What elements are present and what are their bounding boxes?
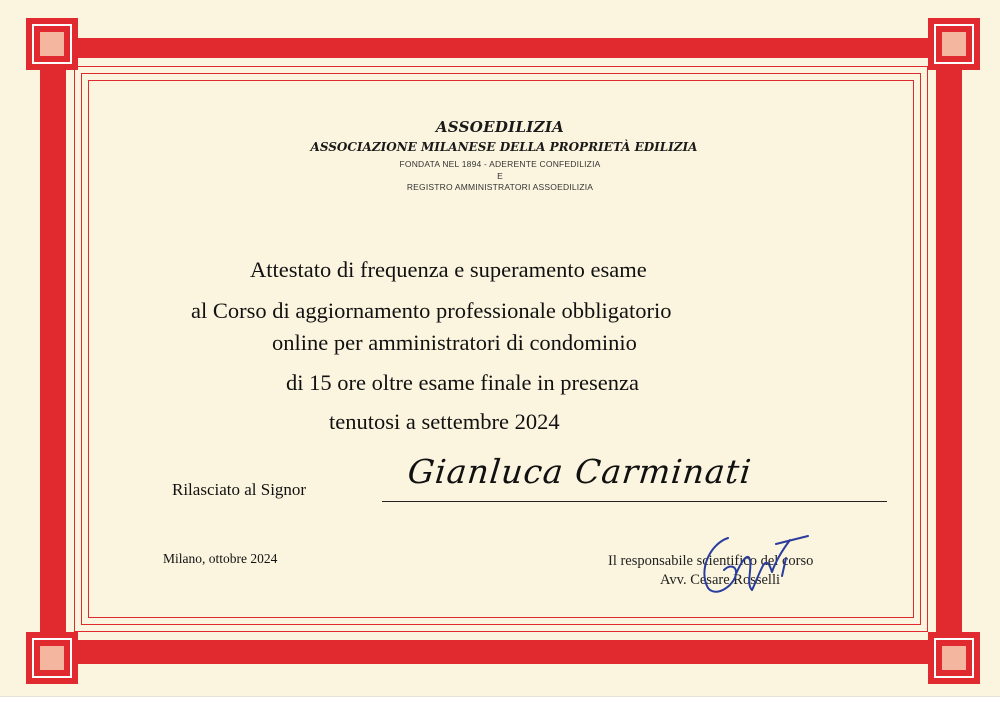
place-and-date: Milano, ottobre 2024 (163, 551, 278, 566)
corner-ornament-bottom-left (26, 632, 78, 684)
course-date: tenutosi a settembre 2024 (329, 409, 560, 434)
course-description-line-2: online per amministratori di condominio (272, 330, 637, 355)
corner-ornament-bottom-right (928, 632, 980, 684)
organization-full-name: ASSOCIAZIONE MILANESE DELLA PROPRIETÀ EDILIZIA (310, 140, 698, 154)
corner-ornament-top-right (928, 18, 980, 70)
course-description-line-1: al Corso di aggiornamento professionale obbligatorio (191, 298, 672, 323)
organization-name: ASSOEDILIZIA (435, 118, 565, 136)
responsible-title: Il responsabile scientifico del corso (608, 553, 814, 569)
issued-to-label: Rilasciato al Signor (172, 480, 307, 499)
certificate-title: Attestato di frequenza e superamento esame (250, 257, 647, 282)
organization-conjunction: E (497, 171, 503, 181)
recipient-name: Gianluca Carminati (405, 452, 754, 491)
responsible-name: Avv. Cesare Rosselli (660, 572, 781, 588)
course-duration: di 15 ore oltre esame finale in presenza (286, 370, 639, 395)
organization-founding-line: FONDATA NEL 1894 - ADERENTE CONFEDILIZIA (399, 159, 601, 169)
organization-registry-line: REGISTRO AMMINISTRATORI ASSOEDILIZIA (406, 182, 594, 192)
corner-ornament-top-left (26, 18, 78, 70)
handwritten-signature (690, 530, 820, 600)
recipient-name-underline (382, 501, 887, 502)
